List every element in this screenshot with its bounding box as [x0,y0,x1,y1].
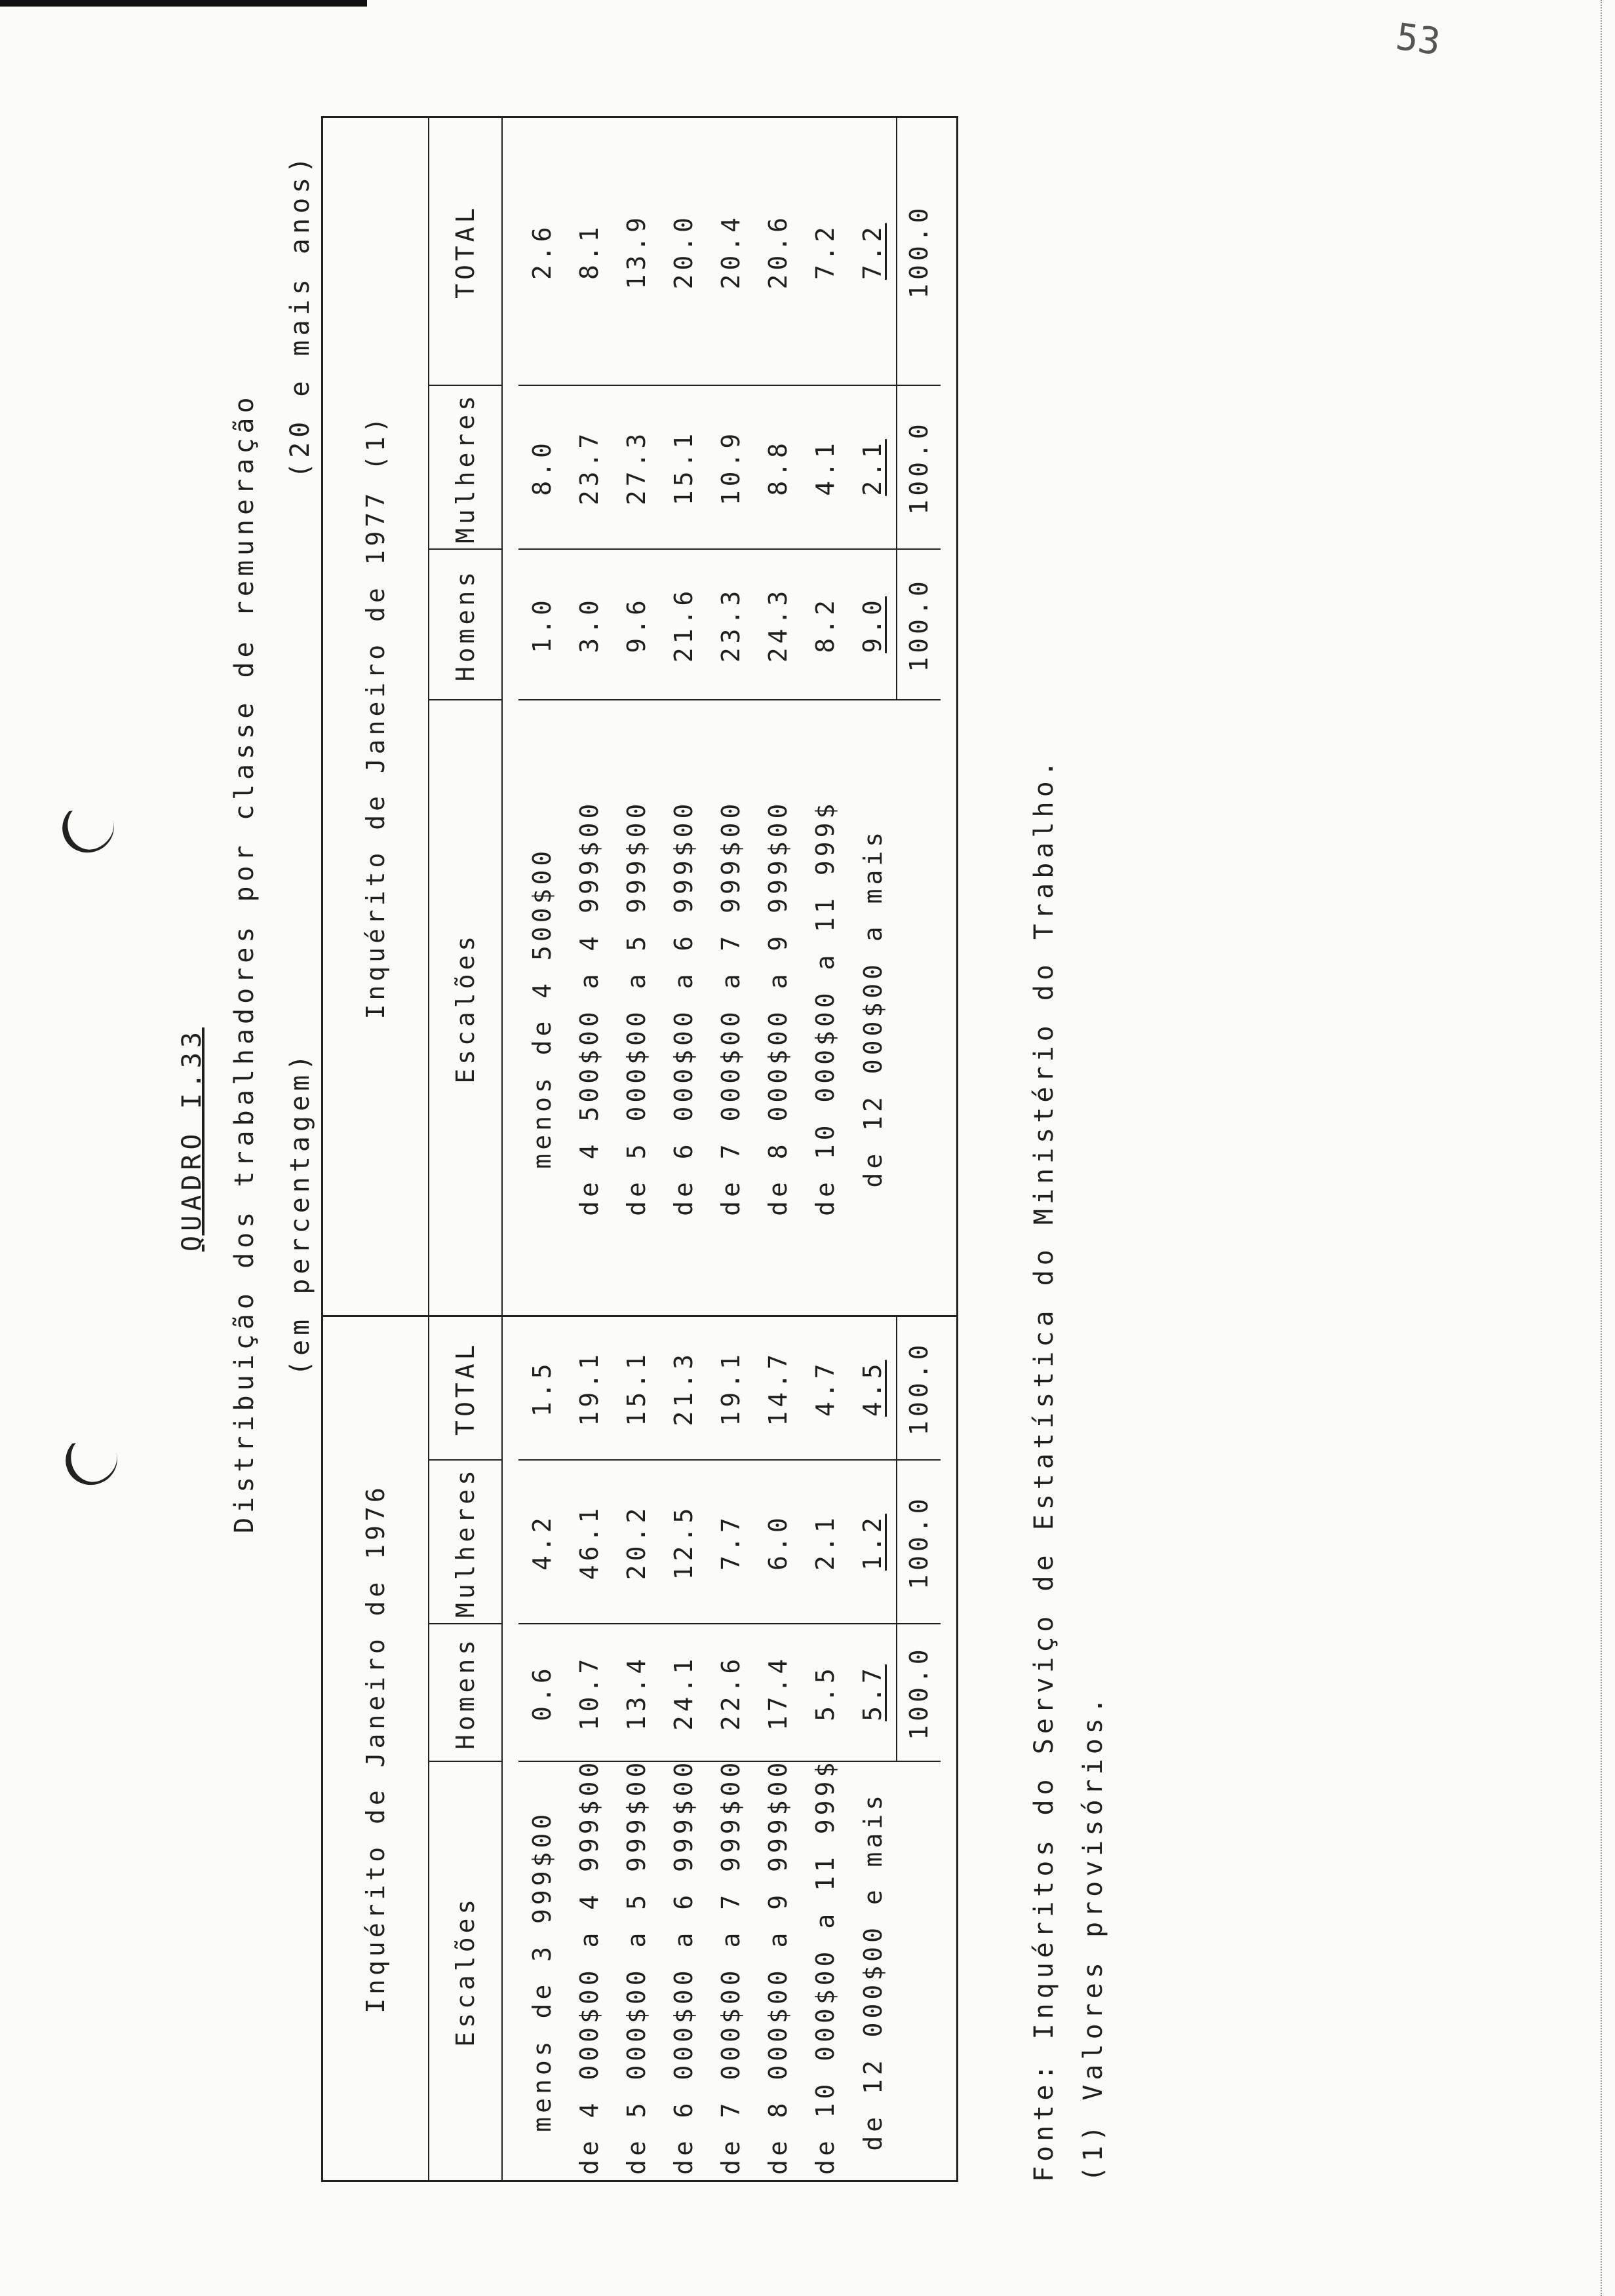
mulheres-1976: 20.2 [613,1461,660,1624]
rotated-page [164,33,1114,2195]
escalao-1977: de 6 000$00 a 6 999$00 [669,799,698,1216]
table-row [754,117,802,2181]
escalao-1976: de 5 000$00 a 5 999$00 [622,1758,651,2175]
col-mulheres-1977: Mulheres [429,385,502,549]
escalao-1976: de 10 000$00 a 11 999$ [811,1758,840,2175]
escalao-1977: de 7 000$00 a 7 999$00 [716,799,745,1216]
escalao-1976: de 4 000$00 a 4 999$00 [575,1758,604,2175]
survey-1976-title: Inquérito de Janeiro de 1976 [322,1316,429,2181]
total-1977-value: 7.2 [858,223,887,280]
total-1976: 19.1 [566,1316,613,1460]
table-row [613,117,660,2181]
table-row [707,117,754,2181]
homens-1977: 9.6 [613,549,660,700]
escalao-1976: de 8 000$00 a 9 999$00 [764,1758,792,2175]
source-note: Fonte: Inquéritos do Serviço de Estatística do Ministério do Trabalho. [1029,756,1059,2182]
escalao-1976: de 6 000$00 a 6 999$00 [669,1758,698,2175]
survey-1977-title: Inquérito de Janeiro de 1977 (1) [322,117,429,1316]
total-1976: 15.1 [613,1316,660,1460]
homens-1977: 23.3 [707,549,754,700]
mulheres-1977: 10.9 [707,385,754,549]
table-row [566,117,613,2181]
table-row [849,117,897,2181]
total-1976 [849,1316,897,1460]
total-1977: 20.0 [660,117,707,385]
totals-row [897,117,941,2181]
total-1976-value: 4.5 [858,1360,887,1417]
homens-1977-total: 100.0 [897,549,941,700]
total-1977: 20.6 [754,117,802,385]
punch-hole [58,1428,124,1492]
homens-1976-total: 100.0 [897,1624,941,1762]
page-number-mark: 53 [1393,15,1443,64]
scan-edge [0,0,367,7]
total-1976-total: 100.0 [897,1316,941,1460]
escalao-1977: de 10 000$00 a 11 999$ [811,799,840,1216]
remuneration-table [321,116,958,2182]
mulheres-1976: 46.1 [566,1461,613,1624]
col-homens-1976: Homens [429,1624,502,1762]
homens-1976: 24.1 [660,1624,707,1762]
total-1977: 13.9 [613,117,660,385]
mulheres-1976: 2.1 [802,1461,849,1624]
homens-1977: 3.0 [566,549,613,700]
col-escaloes-1977: Escalões [429,700,502,1316]
total-1977: 7.2 [802,117,849,385]
total-1976: 19.1 [707,1316,754,1460]
table-body [518,117,958,2181]
page-edge [1601,0,1602,2296]
total-1976: 4.7 [802,1316,849,1460]
homens-1976 [849,1624,897,1762]
table-row [660,117,707,2181]
total-1977: 2.6 [518,117,566,385]
table-number: QUADRO I.33 [177,1027,207,1252]
table-row [518,117,566,2181]
homens-1977: 21.6 [660,549,707,700]
punch-hole [55,795,121,860]
homens-1976: 5.5 [802,1624,849,1762]
mulheres-1977: 4.1 [802,385,849,549]
homens-1976: 0.6 [518,1624,566,1762]
mulheres-1976-total: 100.0 [897,1461,941,1624]
totals-blank [897,700,941,1316]
total-1977 [849,117,897,385]
total-1976: 1.5 [518,1316,566,1460]
table-bottom-padding [941,117,958,2181]
escalao-1977: de 12 000$00 a mais [858,828,887,1188]
homens-1976-value: 5.7 [858,1664,887,1721]
totals-blank [897,1762,941,2181]
col-homens-1977: Homens [429,549,502,700]
mulheres-1976 [849,1461,897,1624]
mulheres-1977: 8.8 [754,385,802,549]
homens-1977: 8.2 [802,549,849,700]
col-escaloes-1976: Escalões [429,1762,502,2181]
escalao-1976: de 7 000$00 a 7 999$00 [716,1758,745,2175]
table-row [802,117,849,2181]
unit-note: (em percentagem) [285,1050,315,1376]
mulheres-1976: 4.2 [518,1461,566,1624]
homens-1976: 13.4 [613,1624,660,1762]
mulheres-1976: 12.5 [660,1461,707,1624]
col-total-1976: TOTAL [429,1316,502,1460]
total-1976: 21.3 [660,1316,707,1460]
total-1977: 8.1 [566,117,613,385]
mulheres-1977-total: 100.0 [897,385,941,549]
homens-1976: 22.6 [707,1624,754,1762]
total-1977-total: 100.0 [897,117,941,385]
homens-1977-value: 9.0 [858,596,887,653]
mulheres-1976: 7.7 [707,1461,754,1624]
homens-1977 [849,549,897,700]
homens-1977: 1.0 [518,549,566,700]
col-mulheres-1976: Mulheres [429,1461,502,1624]
total-1976: 14.7 [754,1316,802,1460]
escalao-1976: menos de 3 999$00 [528,1810,556,2132]
escalao-1977: de 8 000$00 a 9 999$00 [764,799,792,1216]
table-title: Distribuição dos trabalhadores por classe de remuneração [229,392,260,1533]
mulheres-1977: 8.0 [518,385,566,549]
mulheres-1977: 15.1 [660,385,707,549]
escalao-1977: de 5 000$00 a 5 999$00 [622,799,651,1216]
mulheres-1976-value: 1.2 [858,1514,887,1571]
escalao-1977: menos de 4 500$00 [528,847,556,1169]
mulheres-1977: 23.7 [566,385,613,549]
mulheres-1977 [849,385,897,549]
col-total-1977: TOTAL [429,117,502,385]
age-note: (20 e mais anos) [285,152,315,478]
homens-1976: 10.7 [566,1624,613,1762]
total-1977: 20.4 [707,117,754,385]
mulheres-1977: 27.3 [613,385,660,549]
mulheres-1977-value: 2.1 [858,439,887,496]
escalao-1976: de 12 000$00 e mais [858,1791,887,2151]
homens-1976: 17.4 [754,1624,802,1762]
footnote: (1) Valores provisórios. [1078,1693,1108,2182]
homens-1977: 24.3 [754,549,802,700]
escalao-1977: de 4 500$00 a 4 999$00 [575,799,604,1216]
mulheres-1976: 6.0 [754,1461,802,1624]
